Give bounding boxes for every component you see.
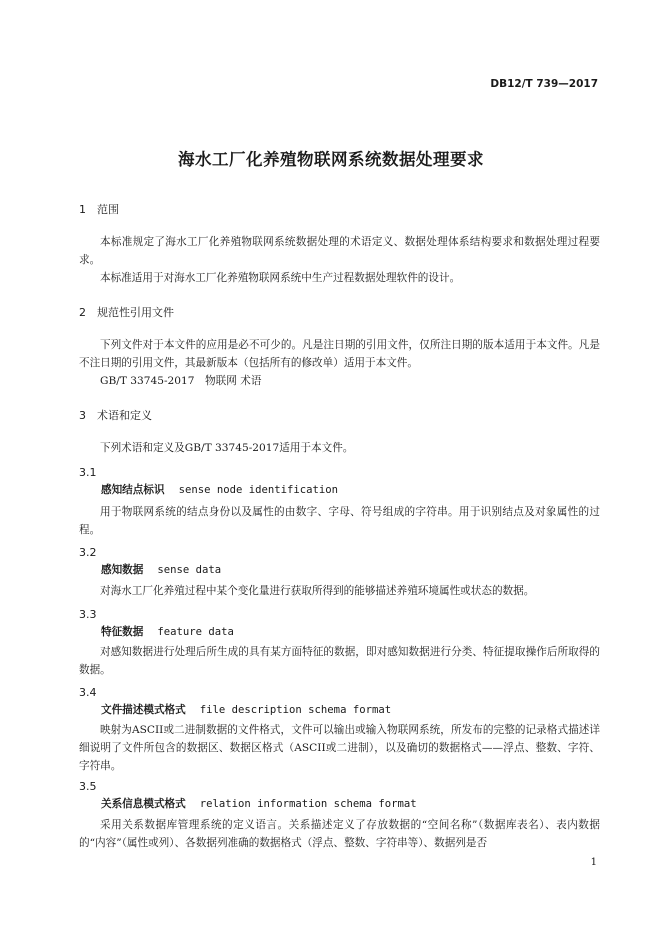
section-2-reference: GB/T 33745-2017 物联网 术语 xyxy=(100,375,262,387)
section-title: 术语和定义 xyxy=(97,409,152,422)
section-number: 3 xyxy=(79,409,86,422)
standard-code: DB12/T 739—2017 xyxy=(490,78,598,90)
term-number: 3.4 xyxy=(79,686,97,699)
section-1-heading xyxy=(79,201,119,217)
term-chinese: 文件描述模式格式 xyxy=(101,704,186,716)
term-number: 3.3 xyxy=(79,608,97,621)
section-3-heading xyxy=(79,407,152,423)
section-number: 1 xyxy=(79,203,86,216)
term-chinese: 感知结点标识 xyxy=(101,484,165,496)
section-1-paragraph-1: 本标准规定了海水工厂化养殖物联网系统数据处理的术语定义、数据处理体系结构要求和数据处理过程要求。 xyxy=(79,236,600,266)
section-3-intro: 下列术语和定义及GB/T 33745-2017适用于本文件。 xyxy=(100,442,354,454)
term-chinese: 关系信息模式格式 xyxy=(101,798,186,810)
section-number: 2 xyxy=(79,306,86,319)
term-heading xyxy=(101,702,391,717)
term-english: feature data xyxy=(157,626,234,638)
term-heading xyxy=(101,562,221,577)
section-2-paragraph-1: 下列文件对于本文件的应用是必不可少的。凡是注日期的引用文件，仅所注日期的版本适用于本文件。凡是不注日期的引用文件，其最新版本（包括所有的修改单）适用于本文件。 xyxy=(79,339,600,369)
term-number: 3.2 xyxy=(79,546,97,559)
section-2-heading xyxy=(79,304,174,320)
term-definition: 对感知数据进行处理后所生成的具有某方面特征的数据，即对感知数据进行分类、特征提取操作后所取得的数据。 xyxy=(79,646,600,676)
term-definition: 用于物联网系统的结点身份以及属性的由数字、字母、符号组成的字符串。用于识别结点及对象属性的过程。 xyxy=(79,506,600,536)
term-definition: 对海水工厂化养殖过程中某个变化量进行获取所得到的能够描述养殖环境属性或状态的数据。 xyxy=(100,585,535,597)
term-english: sense node identification xyxy=(178,484,339,496)
term-heading xyxy=(101,796,417,811)
term-english: sense data xyxy=(157,564,222,576)
document-title: 海水工厂化养殖物联网系统数据处理要求 xyxy=(178,150,484,169)
term-english: file description schema format xyxy=(199,704,392,716)
term-heading xyxy=(101,482,338,497)
term-chinese: 感知数据 xyxy=(101,564,144,576)
section-1-paragraph-2: 本标准适用于对海水工厂化养殖物联网系统中生产过程数据处理软件的设计。 xyxy=(100,272,461,284)
term-number: 3.1 xyxy=(79,466,97,479)
term-definition: 采用关系数据库管理系统的定义语言。关系描述定义了存放数据的“空间名称”（数据库表名）、表内数据的“内容”（属性或列）、各数据列准确的数据格式（浮点、整数、字符串等）、数据列是否 xyxy=(79,819,600,849)
term-definition: 映射为ASCII或二进制数据的文件格式，文件可以输出或输入物联网系统，所发布的完整的记录格式描述详细说明了文件所包含的数据区、数据区格式（ASCII或二进制），以及确切的数据格式——浮点、整数、字符、字符串。 xyxy=(79,724,600,772)
term-english: relation information schema format xyxy=(199,798,417,810)
term-chinese: 特征数据 xyxy=(101,626,144,638)
term-number: 3.5 xyxy=(79,780,97,793)
term-heading xyxy=(101,624,234,639)
section-title: 规范性引用文件 xyxy=(97,306,174,319)
page-number: 1 xyxy=(590,857,597,868)
section-title: 范围 xyxy=(97,203,119,216)
